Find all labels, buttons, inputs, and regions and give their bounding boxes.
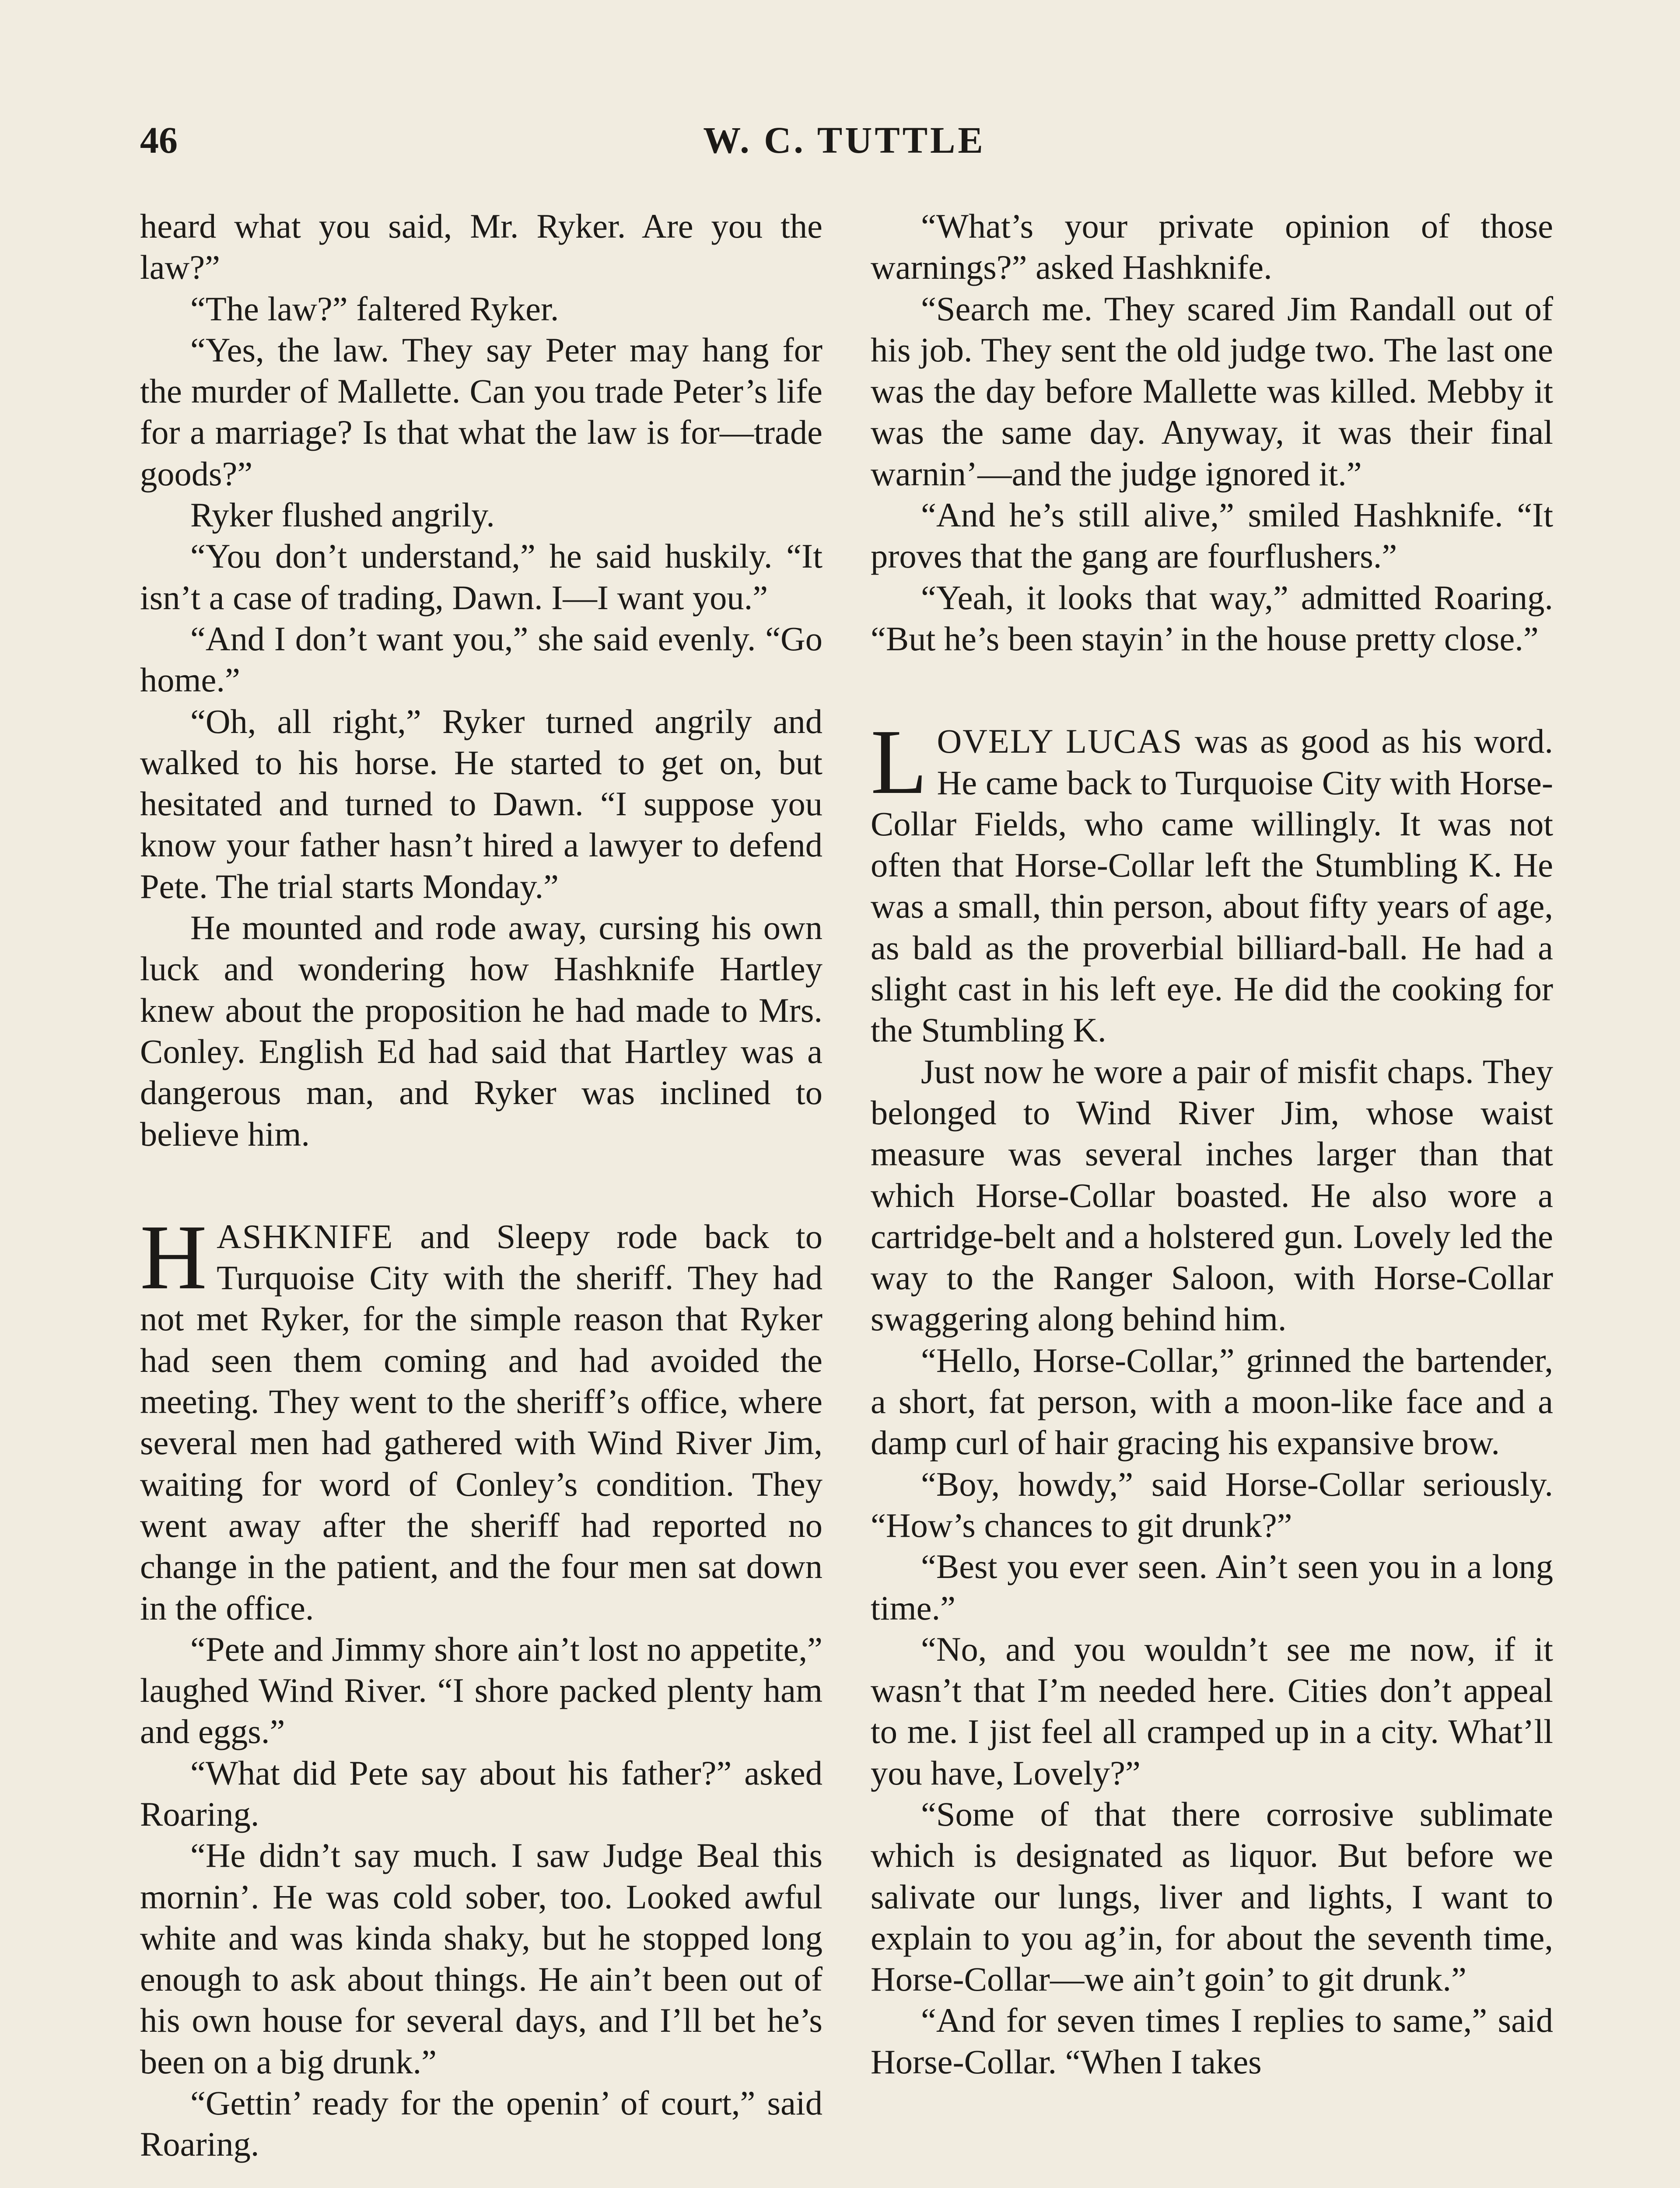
paragraph-text: “And for seven times I replies to same,” said Horse-Collar. “When I takes (871, 2001, 1553, 2081)
paragraph-text: “What did Pete say about his father?” asked Roaring. (140, 1753, 822, 1833)
left-text-column (140, 206, 822, 2165)
page-header (131, 118, 1558, 171)
paragraph (140, 907, 822, 1155)
paragraph (140, 330, 822, 494)
paragraph (871, 710, 1553, 1051)
paragraph-text: “And I don’t want you,” she said evenly. “Go home.” (140, 619, 822, 699)
paragraph-text: “Boy, howdy,” said Horse-Collar seriously. “How’s chances to git drunk?” (871, 1465, 1553, 1544)
paragraph-text: “And he’s still alive,” smiled Hashknife. “It proves that the gang are fourflushers.” (871, 496, 1553, 575)
paragraph (871, 1340, 1553, 1464)
paragraph (140, 2083, 822, 2165)
paragraph (871, 577, 1553, 660)
paragraph (140, 494, 822, 536)
paragraph-text: “He didn’t say much. I saw Judge Beal this mornin’. He was cold sober, too. Looked awful white and was kinda shaky, but he stopped long enough to ask about things. He ain’t been out of his own house for several days, and I’ll bet he’s been on a big drunk.” (140, 1836, 822, 2081)
paragraph (140, 1753, 822, 1835)
paragraph-text: “Best you ever seen. Ain’t seen you in a long time.” (871, 1547, 1553, 1627)
paragraph-text: heard what you said, Mr. Ryker. Are you the law?” (140, 207, 822, 287)
right-text-column (871, 206, 1553, 2083)
paragraph-text: “Yes, the law. They say Peter may hang for the murder of Mallette. Can you trade Peter’s life for a marriage? Is that what the law is for—trade goods?” (140, 330, 822, 493)
paragraph-text: “Pete and Jimmy shore ain’t lost no appetite,” laughed Wind River. “I shore packed plenty ham and eggs.” (140, 1630, 822, 1751)
paragraph (871, 1546, 1553, 1629)
paragraph (871, 1794, 1553, 2000)
paragraph (140, 1629, 822, 1753)
page-number: 46 (140, 119, 178, 161)
paragraph-text: “Yeah, it looks that way,” admitted Roaring. “But he’s been stayin’ in the house pretty close.” (871, 578, 1553, 658)
paragraph-text: “Gettin’ ready for the openin’ of court,” said Roaring. (140, 2084, 822, 2163)
paragraph (140, 1205, 822, 1629)
paragraph (871, 494, 1553, 577)
paragraph-text: “No, and you wouldn’t see me now, if it wasn’t that I’m needed here. Cities don’t appeal to me. I jist feel all cramped up in a city. What’ll you have, Lovely?” (871, 1630, 1553, 1792)
section-break (140, 1155, 822, 1216)
paragraph (140, 206, 822, 288)
drop-cap: L (871, 710, 928, 813)
paragraph (871, 206, 1553, 288)
paragraph-text: He mounted and rode away, cursing his own luck and wondering how Hashknife Hartley knew about the proposition he had made to Mrs. Conley. English Ed had said that Hartley was a dangerous man, and Ryker was inclined to believe him. (140, 908, 822, 1153)
paragraph-text: “Search me. They scared Jim Randall out of his job. They sent the old judge two. The last one was the day before Mallette was killed. Mebby it was the same day. Anyway, it was their final warnin’—and the judge ignored it.” (871, 289, 1553, 493)
paragraph (871, 1464, 1553, 1546)
paragraph (871, 1051, 1553, 1340)
running-head: W. C. TUTTLE (703, 119, 986, 161)
paragraph (871, 2000, 1553, 2083)
paragraph (140, 536, 822, 618)
paragraph-text: “You don’t understand,” he said huskily. “It isn’t a case of trading, Dawn. I—I want you.” (140, 537, 822, 617)
small-caps-lead: ASHKNIFE (217, 1217, 394, 1255)
paragraph-text: “Oh, all right,” Ryker turned angrily and walked to his horse. He started to get on, but hesitated and turned to Dawn. “I suppose you know your father hasn’t hired a lawyer to defend Pete. The trial starts Monday.” (140, 702, 822, 905)
paragraph-text: Ryker flushed angrily. (190, 496, 495, 534)
paragraph-text: was as good as his word. He came back to Turquoise City with Horse-Collar Fields, who came willingly. It was not often that Horse-Collar left the Stumbling K. He was a small, thin person, about fifty years of age, as bald as the proverbial billiard-ball. He had a slight cast in his left eye. He did the cooking for the Stumbling K. (871, 722, 1553, 1049)
paragraph-text: “Some of that there corrosive sublimate which is designated as liquor. But before we salivate our lungs, liver and lights, I want to explain to you ag’in, for about the seventh time, Horse-Collar—we ain’t goin’ to git drunk.” (871, 1795, 1553, 1999)
paragraph (140, 1835, 822, 2083)
paragraph (140, 618, 822, 701)
paragraph-text: and Sleepy rode back to Turquoise City with the sheriff. They had not met Ryker, for the simple reason that Ryker had seen them coming and had avoided the meeting. They went to the sheriff’s office, where several men had gathered with Wind River Jim, waiting for word of Conley’s condition. They went away after the sheriff had reported no change in the patient, and the four men sat down in the office. (140, 1217, 822, 1627)
section-break (871, 659, 1553, 721)
paragraph (140, 288, 822, 330)
paragraph (871, 288, 1553, 494)
paragraph-text: “What’s your private opinion of those warnings?” asked Hashknife. (871, 207, 1553, 287)
paragraph-text: Just now he wore a pair of misfit chaps. They belonged to Wind River Jim, whose waist measure was several inches larger than that which Horse-Collar boasted. He also wore a cartridge-belt and a holstered gun. Lovely led the way to the Ranger Saloon, with Horse-Collar swaggering along behind him. (871, 1052, 1553, 1338)
paragraph (140, 701, 822, 907)
paragraph-text: “Hello, Horse-Collar,” grinned the bartender, a short, fat person, with a moon-like face and a damp curl of hair gracing his expansive brow. (871, 1341, 1553, 1462)
drop-cap: H (140, 1205, 207, 1308)
paragraph-text: “The law?” faltered Ryker. (190, 289, 559, 328)
paragraph (871, 1629, 1553, 1794)
small-caps-lead: OVELY LUCAS (937, 722, 1183, 761)
